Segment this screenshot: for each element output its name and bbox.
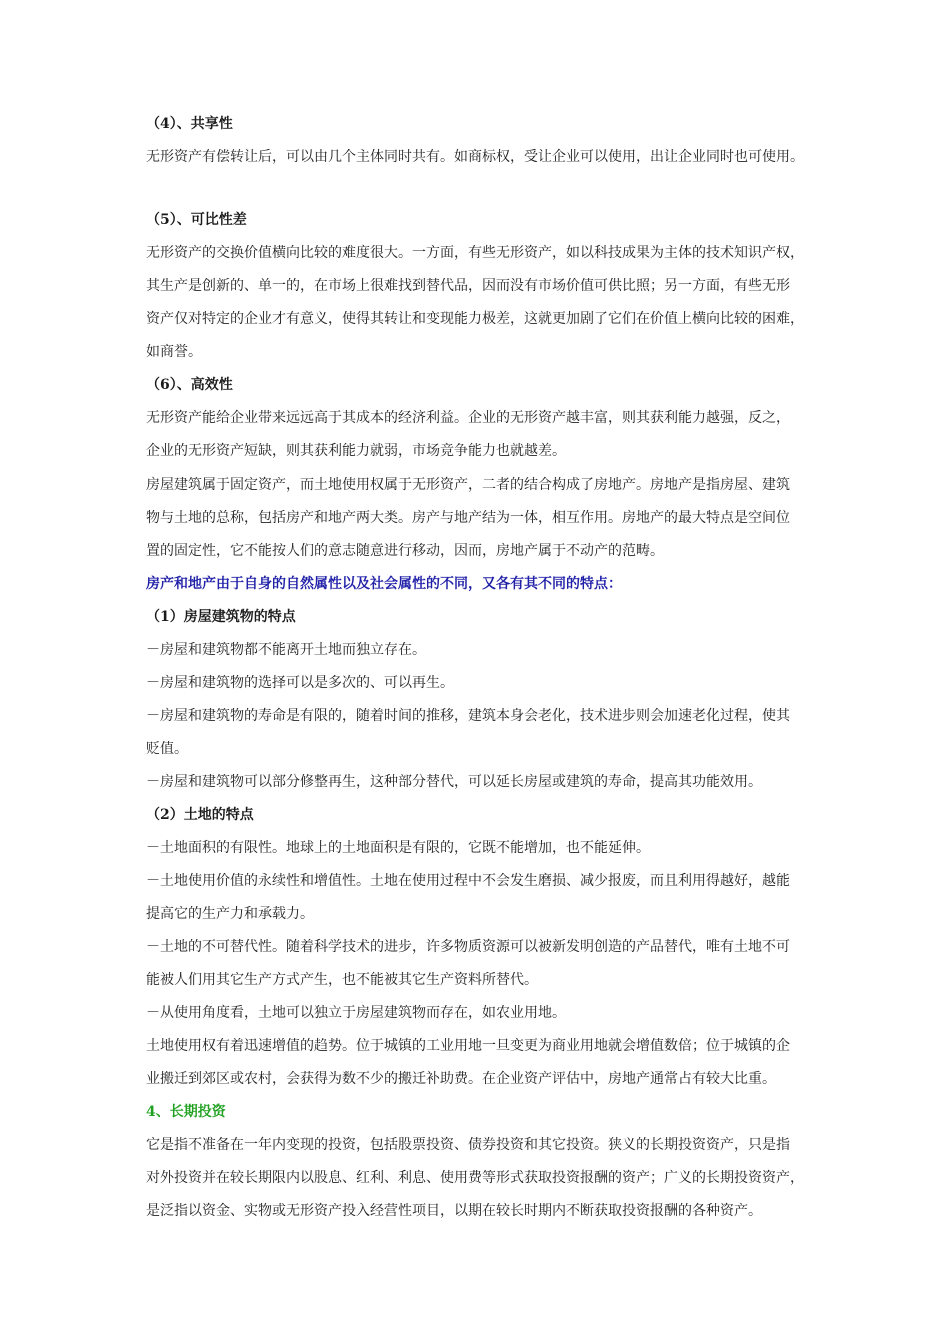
- subsection-heading-buildings: （1）房屋建筑物的特点: [146, 609, 296, 625]
- paragraph-line: 置的固定性，它不能按人们的意志随意进行移动，因而，房地产属于不动产的范畴。: [146, 543, 664, 559]
- subsection-heading-land: （2）土地的特点: [146, 807, 254, 823]
- paragraph-line: 物与土地的总称，包括房产和地产两大类。房产与地产结为一体，相互作用。房地产的最大特点是空间位: [146, 510, 790, 526]
- paragraph-line: 无形资产的交换价值横向比较的难度很大。一方面，有些无形资产，如以科技成果为主体的技术知识产权，: [146, 245, 804, 261]
- list-item: －土地的不可替代性。随着科学技术的进步，许多物质资源可以被新发明创造的产品替代，唯有土地不可: [146, 939, 790, 955]
- list-item: －房屋和建筑物的寿命是有限的，随着时间的推移，建筑本身会老化，技术进步则会加速老化过程，使其: [146, 708, 790, 724]
- paragraph-line: 如商誉。: [146, 344, 202, 360]
- paragraph-line: 企业的无形资产短缺，则其获利能力就弱，市场竞争能力也就越差。: [146, 443, 566, 459]
- list-item-continuation: 能被人们用其它生产方式产生，也不能被其它生产资料所替代。: [146, 972, 538, 988]
- list-item: －房屋和建筑物都不能离开土地而独立存在。: [146, 642, 426, 658]
- list-item-continuation: 提高它的生产力和承载力。: [146, 906, 314, 922]
- paragraph-line: 是泛指以资金、实物或无形资产投入经营性项目，以期在较长时期内不断获取投资报酬的各种资产。: [146, 1203, 762, 1219]
- section-heading-long-term-investment: 4、长期投资: [146, 1104, 226, 1120]
- paragraph-line: 资产仅对特定的企业才有意义，使得其转让和变现能力极差，这就更加剧了它们在价值上横向比较的困难，: [146, 311, 804, 327]
- section-heading-comparability: （5）、可比性差: [146, 212, 247, 228]
- paragraph-line: 对外投资并在较长期限内以股息、红利、利息、使用费等形式获取投资报酬的资产；广义的长期投资资产，: [146, 1170, 804, 1186]
- highlight-heading: 房产和地产由于自身的自然属性以及社会属性的不同，又各有其不同的特点：: [146, 576, 622, 592]
- paragraph-line: 它是指不准备在一年内变现的投资，包括股票投资、债券投资和其它投资。狭义的长期投资资产，只是指: [146, 1137, 790, 1153]
- list-item: －土地使用价值的永续性和增值性。土地在使用过程中不会发生磨损、减少报废，而且利用得越好，越能: [146, 873, 790, 889]
- paragraph-line: 业搬迁到郊区或农村，会获得为数不少的搬迁补助费。在企业资产评估中，房地产通常占有较大比重。: [146, 1071, 776, 1087]
- paragraph-line: 房屋建筑属于固定资产，而土地使用权属于无形资产，二者的结合构成了房地产。房地产是指房屋、建筑: [146, 477, 790, 493]
- paragraph-line: 土地使用权有着迅速增值的趋势。位于城镇的工业用地一旦变更为商业用地就会增值数倍；位于城镇的企: [146, 1038, 790, 1054]
- list-item: －从使用角度看，土地可以独立于房屋建筑物而存在，如农业用地。: [146, 1005, 566, 1021]
- list-item-continuation: 贬值。: [146, 741, 188, 757]
- section-heading-shareability: （4）、共享性: [146, 116, 233, 132]
- list-item: －房屋和建筑物可以部分修整再生，这种部分替代，可以延长房屋或建筑的寿命，提高其功能效用。: [146, 774, 762, 790]
- list-item: －土地面积的有限性。地球上的土地面积是有限的，它既不能增加，也不能延伸。: [146, 840, 650, 856]
- paragraph-line: 其生产是创新的、单一的，在市场上很难找到替代品，因而没有市场价值可供比照；另一方面，有些无形: [146, 278, 790, 294]
- list-item: －房屋和建筑物的选择可以是多次的、可以再生。: [146, 675, 454, 691]
- paragraph-line: 无形资产能给企业带来远远高于其成本的经济利益。企业的无形资产越丰富，则其获利能力越强，反之，: [146, 410, 790, 426]
- section-heading-efficiency: （6）、高效性: [146, 377, 233, 393]
- paragraph-line: 无形资产有偿转让后，可以由几个主体同时共有。如商标权，受让企业可以使用，出让企业同时也可使用。: [146, 149, 804, 165]
